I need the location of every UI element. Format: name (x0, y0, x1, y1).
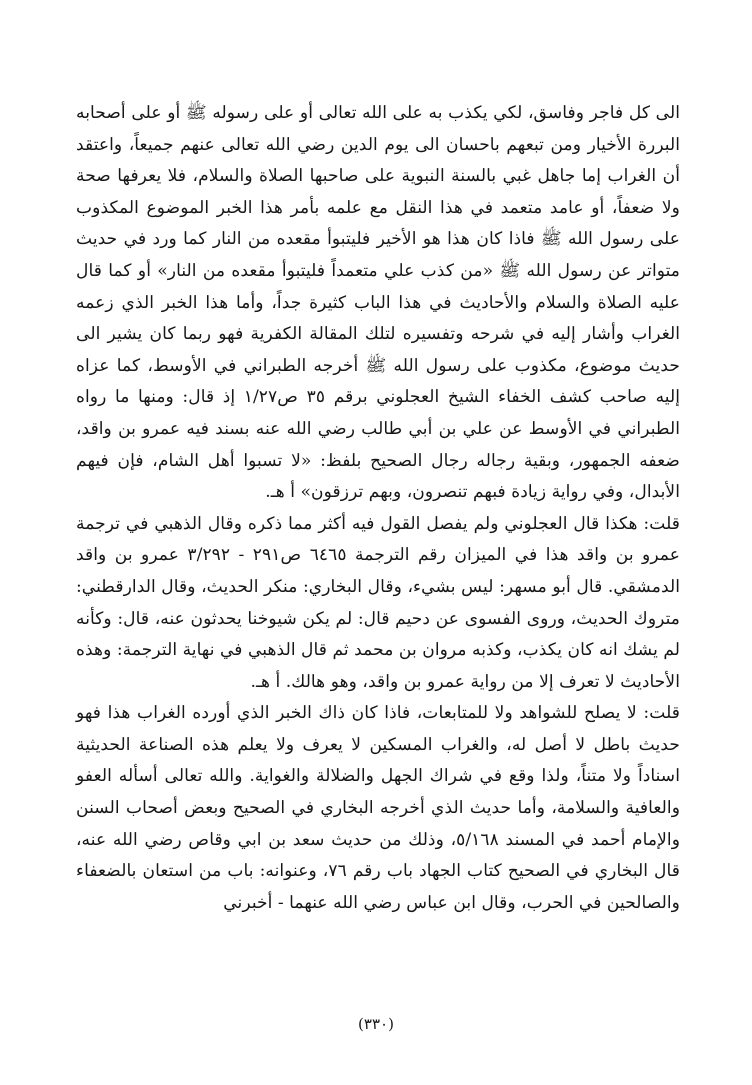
paragraph-2: قلت: هكذا قال العجلوني ولم يفصل القول فيه أكثر مما ذكره وقال الذهبي في ترجمة عمرو بن واقد هذا في الميزان رقم الترجمة ٦٤٦٥ ص٢٩١ - ٣/٢٩٢ عمرو بن واقد الدمشقي. قال أبو مسهر: ليس بشيء، وقال البخاري: منكر الحديث، وقال الدارقطني: متروك الحديث، وروى الفسوى عن دحيم قال: لم يكن شيوخنا يحدثون عنه، قال: وكأنه لم يشك انه كان يكذب، وكذبه مروان بن محمد ثم قال الذهبي في نهاية الترجمة: وهذه الأحاديث لا تعرف إلا من رواية عمرو بن واقد، وهو هالك. أ هـ. (76, 513, 680, 692)
paragraph-3: قلت: لا يصلح للشواهد ولا للمتابعات، فاذا كان ذاك الخبر الذي أورده الغراب هذا فهو حديث باطل لا أصل له، والغراب المسكين لا يعرف ولا يعلم هذه الصناعة الحديثية اسناداً ولا متناً، ولذا وقع في شراك الجهل والضلالة والغواية. والله تعالى أسأله العفو والعافية والسلامة، وأما حديث الذي أخرجه البخاري في الصحيح وبعض أصحاب السنن والإمام أحمد في المسند ٥/١٦٨، وذلك من حديث سعد بن ابي وقاص رضي الله عنه، قال البخاري في الصحيح كتاب الجهاد باب رقم ٧٦، وعنوانه: باب من استعان بالضعفاء والصالحين في الحرب، وقال ابن عباس رضي الله عنهما - أخبرني (76, 703, 680, 913)
page-number: (٣٣٠) (358, 1015, 394, 1033)
body-text (76, 98, 680, 919)
paragraph-1: الى كل فاجر وفاسق، لكي يكذب به على الله تعالى أو على رسوله ﷺ أو على أصحابه البررة الأخيار ومن تبعهم باحسان الى يوم الدين رضي الله تعالى عنهم جميعاً، واعتقد أن الغراب إما جاهل غبي بالسنة النبوية على صاحبها الصلاة والسلام، فلا يعرفها صحة ولا ضعفاً، أو عامد متعمد في هذا النقل مع علمه بأمر هذا الخبر الموضوع المكذوب على رسول الله ﷺ فاذا كان هذا هو الأخير فليتبوأ مقعده من النار كما ورد في حديث متواتر عن رسول الله ﷺ «من كذب علي متعمداً فليتبوأ مقعده من النار» أو كما قال عليه الصلاة والسلام والأحاديث في هذا الباب كثيرة جداً، وأما هذا الخبر الذي زعمه الغراب وأشار إليه في شرحه وتفسيره لتلك المقالة الكفرية فهو ربما كان يشير الى حديث موضوع، مكذوب على رسول الله ﷺ أخرجه الطبراني في الأوسط، كما عزاه إليه صاحب كشف الخفاء الشيخ العجلوني برقم ٣٥ ص١/٢٧ إذ قال: ومنها ما رواه الطبراني في الأوسط عن علي بن أبي طالب رضي الله عنه بسند فيه عمرو بن واقد، ضعفه الجمهور، وبقية رجاله رجال الصحيح بلفظ: «لا تسبوا أهل الشام، فإن فيهم الأبدال، وفي رواية زيادة فبهم تنصرون، وبهم ترزقون» أ هـ. (76, 103, 681, 503)
